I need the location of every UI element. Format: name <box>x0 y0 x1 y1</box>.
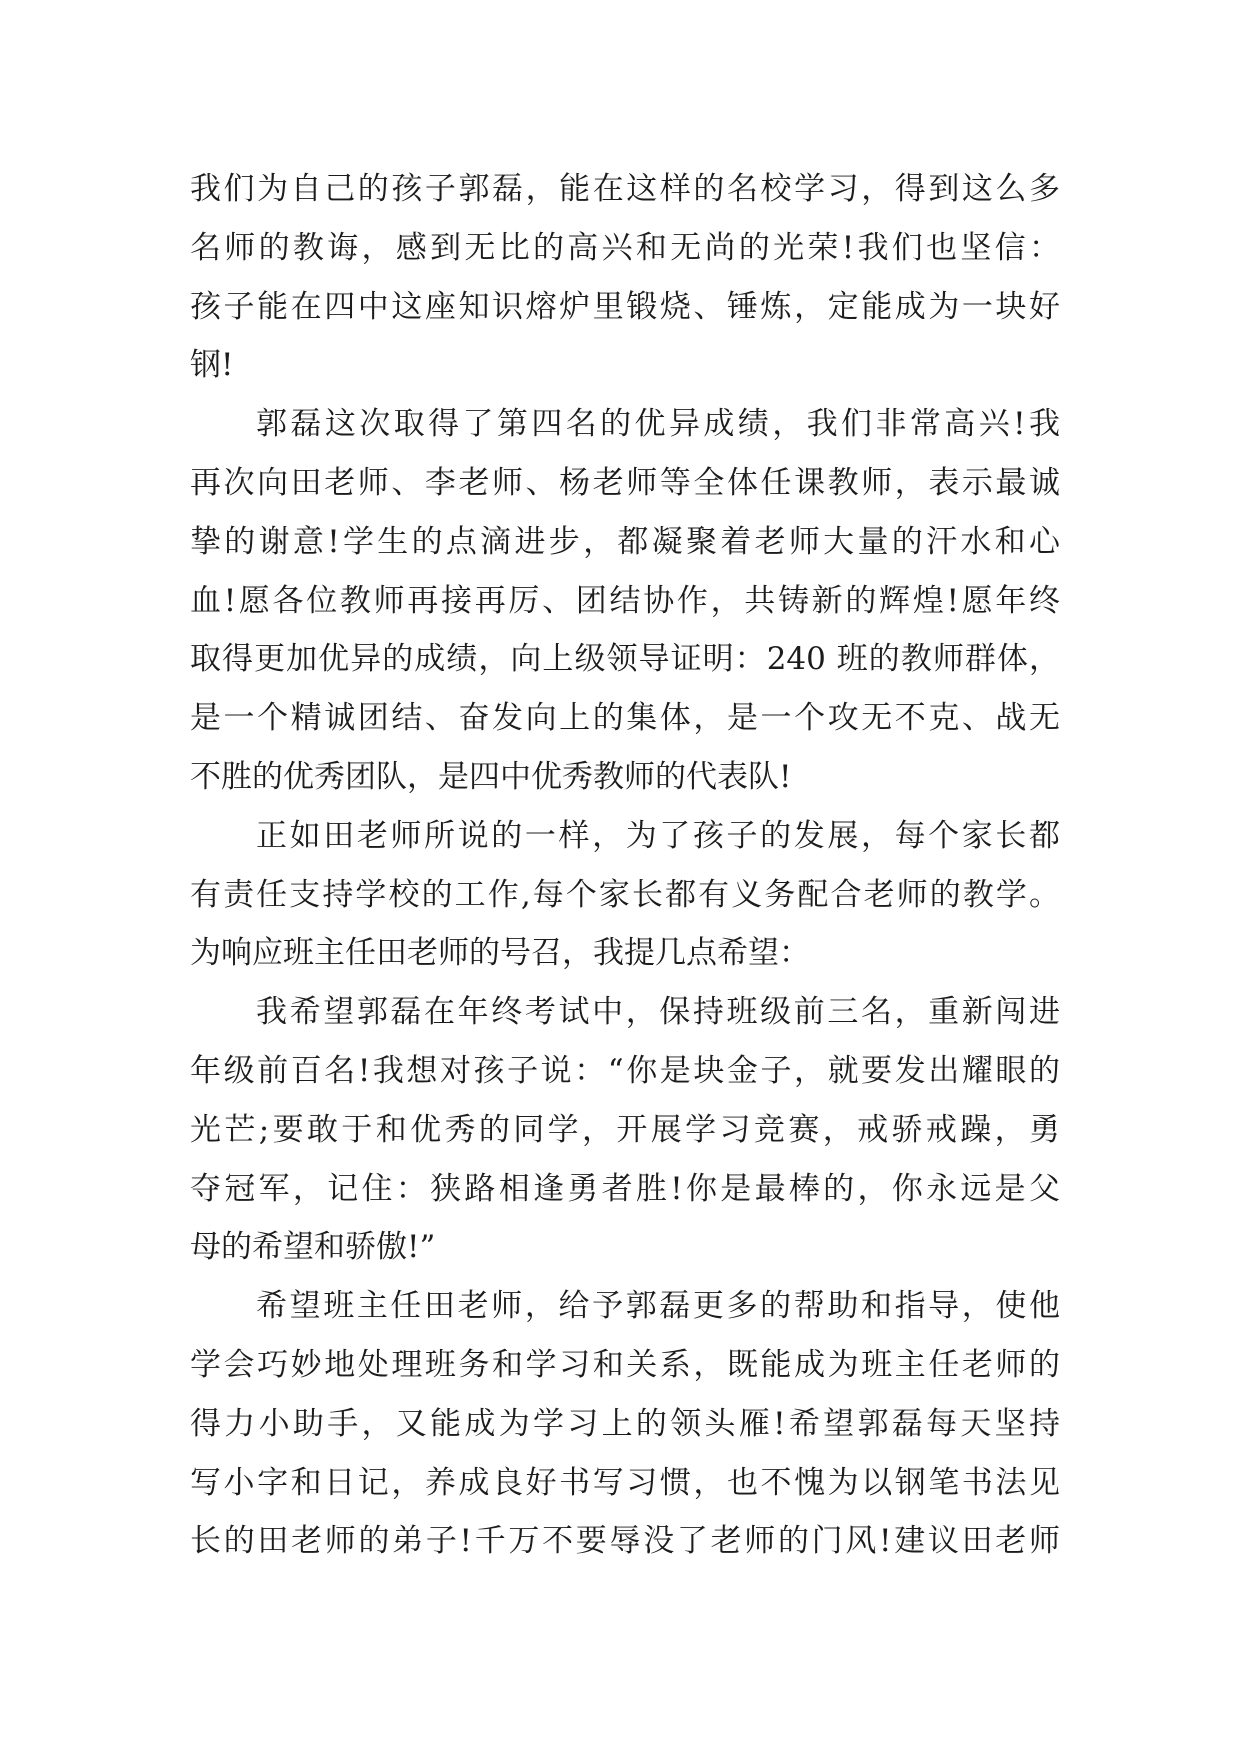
text-line: 母的希望和骄傲!” <box>190 1229 436 1266</box>
document-body <box>190 160 1060 1571</box>
text-line: 名师的教诲，感到无比的高兴和无尚的光荣!我们也坚信： <box>190 229 1060 266</box>
paragraph-first-line: 希望班主任田老师，给予郭磊更多的帮助和指导，使他 <box>256 1288 1060 1325</box>
text-line: 取得更加优异的成绩，向上级领导证明：240 班的教师群体， <box>190 641 1060 678</box>
text-line: 不胜的优秀团队，是四中优秀教师的代表队! <box>190 758 792 795</box>
text-line: 夺冠军，记住：狭路相逢勇者胜!你是最棒的，你永远是父 <box>190 1170 1060 1207</box>
text-line: 血!愿各位教师再接再厉、团结协作，共铸新的辉煌!愿年终 <box>190 582 1060 619</box>
text-line: 光芒;要敢于和优秀的同学，开展学习竞赛，戒骄戒躁，勇 <box>190 1111 1060 1148</box>
text-line: 孩子能在四中这座知识熔炉里锻烧、锤炼，定能成为一块好 <box>190 288 1060 325</box>
text-line: 钢! <box>190 347 234 384</box>
text-line: 再次向田老师、李老师、杨老师等全体任课教师，表示最诚 <box>190 464 1060 501</box>
paragraph-first-line: 正如田老师所说的一样，为了孩子的发展，每个家长都 <box>256 817 1060 854</box>
text-line: 长的田老师的弟子!千万不要辱没了老师的门风!建议田老师 <box>190 1523 1060 1560</box>
paragraph-first-line: 我希望郭磊在年终考试中，保持班级前三名，重新闯进 <box>256 994 1060 1031</box>
text-line: 得力小助手，又能成为学习上的领头雁!希望郭磊每天坚持 <box>190 1405 1060 1442</box>
text-line: 我们为自己的孩子郭磊，能在这样的名校学习，得到这么多 <box>190 171 1060 207</box>
text-line: 年级前百名!我想对孩子说：“你是块金子，就要发出耀眼的 <box>190 1052 1060 1089</box>
text-line: 有责任支持学校的工作,每个家长都有义务配合老师的教学。 <box>190 876 1060 913</box>
paragraph-first-line: 郭磊这次取得了第四名的优异成绩，我们非常高兴!我 <box>256 406 1060 443</box>
text-line: 写小字和日记，养成良好书写习惯，也不愧为以钢笔书法见 <box>190 1464 1060 1501</box>
text-line: 学会巧妙地处理班务和学习和关系，既能成为班主任老师的 <box>190 1346 1060 1383</box>
text-line: 是一个精诚团结、奋发向上的集体，是一个攻无不克、战无 <box>190 700 1060 737</box>
text-line: 为响应班主任田老师的号召，我提几点希望： <box>190 935 810 972</box>
text-line: 挚的谢意!学生的点滴进步，都凝聚着老师大量的汗水和心 <box>190 523 1060 560</box>
